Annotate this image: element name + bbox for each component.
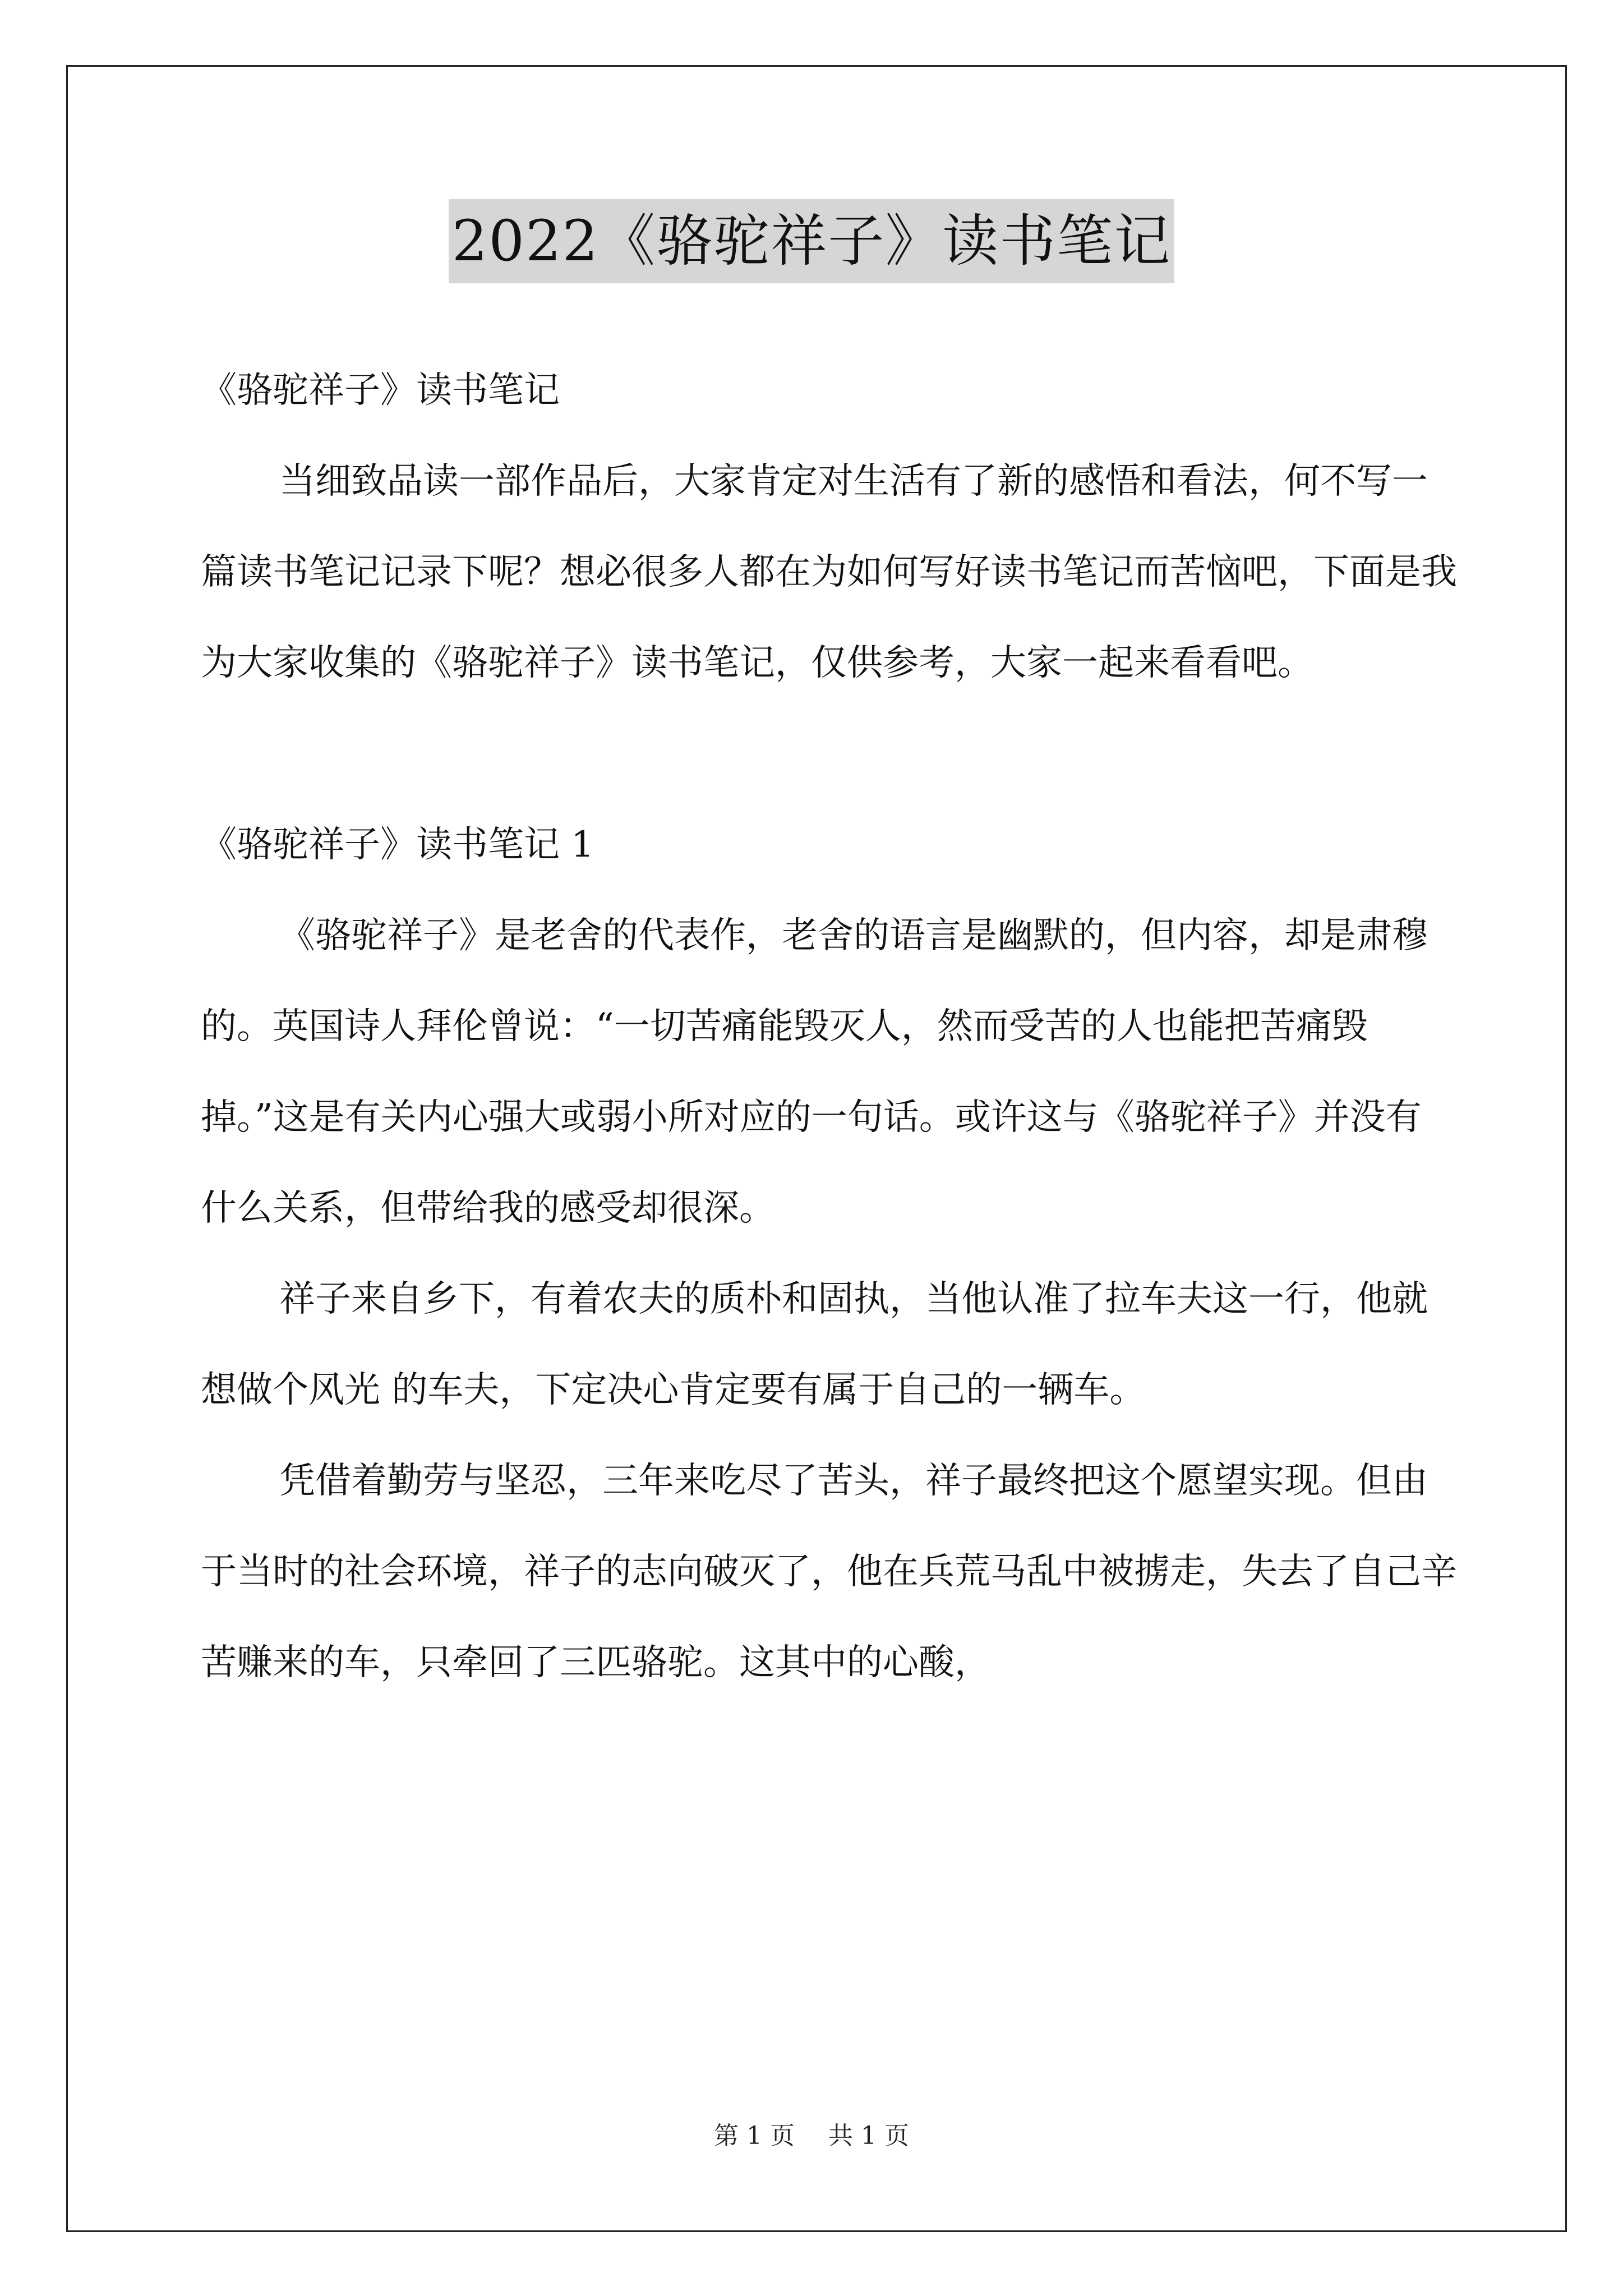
page-footer [0,2119,1623,2153]
section-heading: 《骆驼祥子》读书笔记 1 [201,824,594,866]
body-paragraph: 《骆驼祥子》是老舍的代表作，老舍的语言是幽默的，但内容，却是肃穆的。英国诗人拜伦曾说：“一切苦痛能毁灭人，然而受苦的人也能把苦痛毁掉。”这是有关内心强大或弱小所对应的一句话。或许这与《骆驼祥子》并没有什么关系，但带给我的感受却很深。 [201,915,1428,1229]
body-paragraph: 凭借着勤劳与坚忍，三年来吃尽了苦头，祥子最终把这个愿望实现。但由于当时的社会环境，祥子的志向破灭了，他在兵荒马乱中被掳走，失去了自己辛苦赚来的车，只牵回了三匹骆驼。这其中的心酸， [201,1460,1457,1683]
title-container [0,199,1623,283]
document-body [201,345,1457,1708]
subtitle: 《骆驼祥子》读书笔记 [201,370,560,411]
document-title: 2022《骆驼祥子》读书笔记 [449,199,1175,283]
page-total: 共 1 页 [828,2122,909,2150]
body-paragraph: 祥子来自乡下，有着农夫的质朴和固执，当他认准了拉车夫这一行，他就想做个风光 的车夫，下定决心肯定要有属于自己的一辆车。 [201,1278,1428,1411]
section-spacer [201,708,1457,799]
intro-paragraph: 当细致品读一部作品后，大家肯定对生活有了新的感悟和看法，何不写一篇读书笔记记录下呢？想必很多人都在为如何写好读书笔记而苦恼吧，下面是我为大家收集的《骆驼祥子》读书笔记，仅供参考，大家一起来看看吧。 [201,461,1457,684]
page-number: 第 1 页 [714,2122,795,2150]
